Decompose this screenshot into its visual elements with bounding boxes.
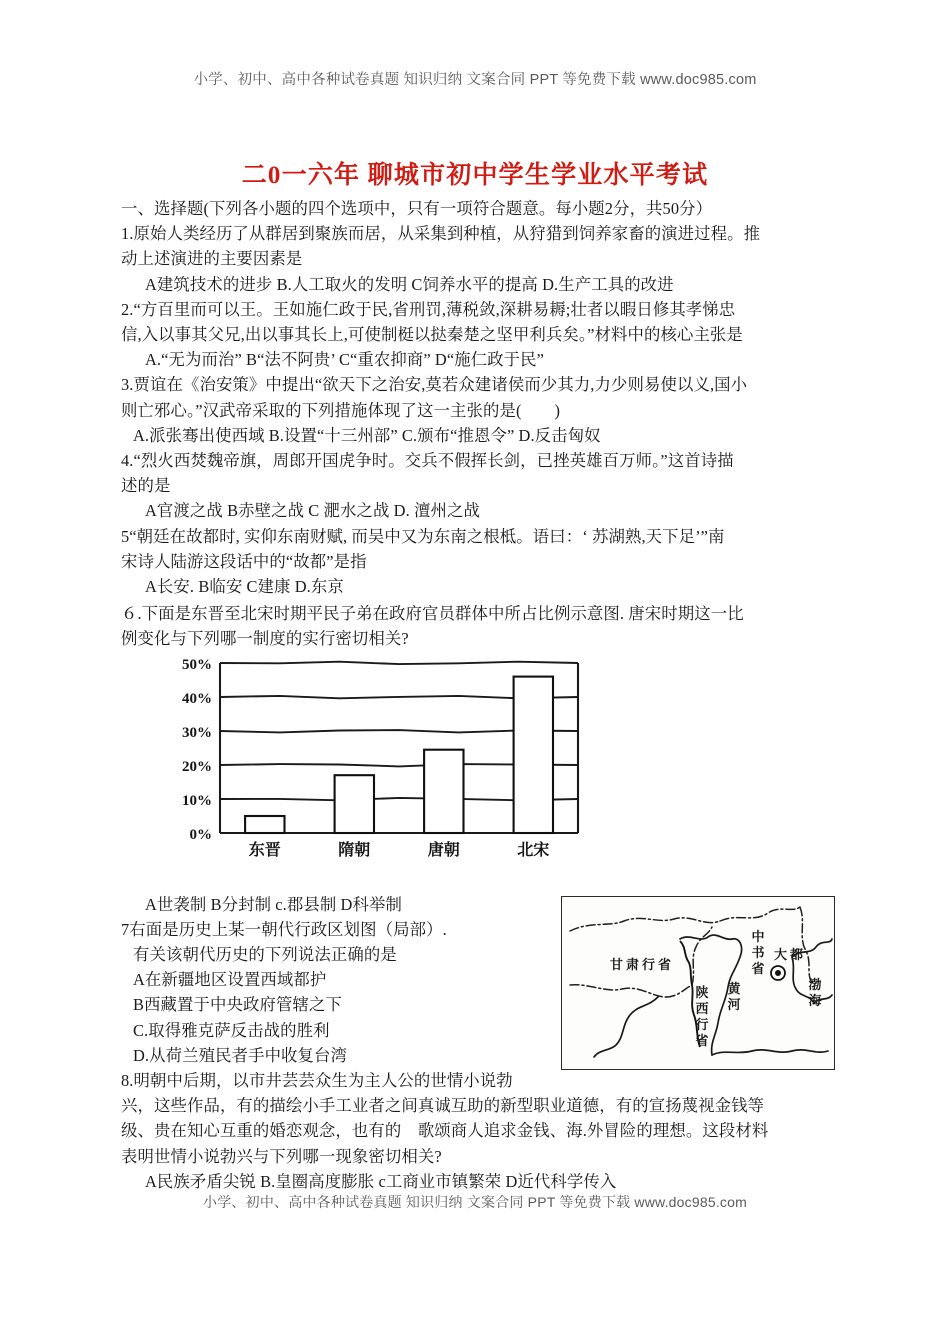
chart-xtick-label: 唐朝	[427, 842, 460, 859]
map-label-char: 中	[751, 929, 765, 944]
q2-stem-line-2: 信,入以事其父兄,出以事其长上,可使制梃以挞秦楚之坚甲利兵矣。”材料中的核心主张是	[121, 325, 743, 345]
q1-stem-line-1: 1.原始人类经历了从群居到聚族而居，从采集到种植，从狩猎到饲养家畜的演进过程。推	[121, 224, 761, 244]
map-label-char: 渤	[808, 977, 822, 992]
q7-option-c[interactable]: C.取得雅克萨反击战的胜利	[133, 1020, 330, 1040]
q2-options[interactable]: A.“无为而治” B“法不阿贵’ C“重农抑商” D“施仁政于民”	[145, 350, 545, 370]
q2-stem-line-1: 2.“方百里而可以王。王如施仁政于民,省刑罚,薄税敛,深耕易耨;壮者以暇日修其孝悌忠	[121, 299, 736, 319]
chart-ytick-label: 30%	[182, 725, 212, 741]
chart-ytick-label: 10%	[182, 793, 212, 809]
map-label-char: 西	[695, 1001, 709, 1016]
bar-chart-svg	[168, 651, 584, 866]
q3-stem-line-1: 3.贾谊在《治安策》中提出“欲天下之治安,莫若众建诸侯而少其力,力少则易使以义,国小	[121, 375, 748, 395]
q6-stem-line-2: 例变化与下列哪一制度的实行密切相关?	[121, 629, 409, 649]
q5-stem-line-2: 宋诗人陆游这段话中的“故都”是指	[121, 551, 367, 571]
chart-xtick-label: 隋朝	[338, 842, 371, 859]
q3-stem-line-2: 则亡邪心。”汉武帝采取的下列措施体现了这一主张的是( )	[121, 400, 561, 420]
q4-stem-line-2: 述的是	[121, 476, 171, 496]
q6-stem-line-1: ６.下面是东晋至北宋时期平民子弟在政府官员群体中所占比例示意图. 唐宋时期这一比	[121, 604, 744, 624]
section-heading: 一、选择题(下列各小题的四个选项中，只有一项符合题意。每小题2分，共50分）	[121, 199, 713, 218]
promo-banner-bottom: 小学、初中、高中各种试卷真题 知识归纳 文案合同 PPT 等免费下载 www.doc985.com	[203, 1194, 747, 1210]
bar-chart-figure	[168, 651, 584, 866]
chart-xtick-label: 北宋	[517, 842, 550, 859]
map-label-char: 省	[751, 961, 765, 976]
q8-options[interactable]: A民族矛盾尖锐 B.皇圈高度膨胀 c工商业市镇繁荣 D近代科学传入	[145, 1171, 617, 1191]
chart-bar-唐朝	[424, 750, 463, 833]
q8-stem-line-3: 级、贵在知心互重的婚恋观念，也有的 歌颂商人追求金钱、海.外冒险的理想。这段材料	[121, 1121, 769, 1141]
chart-ytick-label: 40%	[182, 691, 212, 707]
map-label-text: 大都	[774, 947, 807, 962]
map-label-char: 海	[808, 993, 822, 1008]
q1-stem-line-2: 动上述演进的主要因素是	[121, 249, 303, 269]
question-2	[121, 297, 833, 373]
map-label-char: 书	[751, 945, 765, 960]
map-label-char: 省	[695, 1033, 709, 1048]
q7-option-b[interactable]: B西藏置于中央政府管辖之下	[133, 995, 342, 1015]
chart-bar-北宋	[514, 677, 553, 833]
question-8	[121, 1068, 833, 1194]
map-label-char: 黄	[727, 981, 741, 996]
chart-bar-东晋	[245, 816, 284, 833]
q4-stem-line-1: 4.“烈火西焚魏帝旗，周郎开国虎争时。交兵不假挥长剑，已挫英雄百万师。”这首诗描	[121, 451, 734, 471]
question-1	[121, 221, 833, 297]
q4-options[interactable]: A官渡之战 B赤壁之战 C 淝水之战 D. 澶州之战	[145, 501, 480, 521]
question-4	[121, 448, 833, 524]
q1-options[interactable]: A建筑技术的进步 B.人工取火的发明 C饲养水平的提高 D.生产工具的改进	[145, 274, 674, 294]
q5-stem-line-1: 5“朝廷在故都时, 实仰东南财赋, 而吴中又为东南之根柢。语曰：‘ 苏湖熟,天下足’”南	[121, 526, 725, 546]
q6-options[interactable]: A世袭制 B分封制 c.郡县制 D科举制	[145, 894, 402, 914]
q7-option-a[interactable]: A在新疆地区设置西域都护	[133, 970, 327, 990]
chart-geometry	[182, 657, 578, 859]
q7-stem-line-1: 7右面是历史上某一朝代行政区划图（局部）.	[121, 919, 447, 939]
map-figure	[561, 896, 835, 1070]
question-5	[121, 524, 833, 600]
q5-options[interactable]: A长安. B临安 C建康 D.东京	[145, 577, 344, 597]
map-label-char: 陕	[695, 985, 709, 1000]
map-label-char: 河	[727, 997, 741, 1012]
chart-ytick-label: 20%	[182, 759, 212, 775]
map-label-char: 行	[695, 1017, 709, 1032]
page-title: 二0一六年 聊城市初中学生学业水平考试	[241, 162, 709, 189]
chart-bar-隋朝	[335, 775, 374, 833]
question-3	[121, 372, 833, 448]
promo-banner-top: 小学、初中、高中各种试卷真题 知识归纳 文案合同 PPT 等免费下载 www.doc985.com	[193, 72, 757, 88]
chart-ytick-label: 0%	[189, 827, 212, 843]
q7-stem-line-2: 有关该朝代历史的下列说法正确的是	[133, 945, 397, 965]
chart-xtick-label: 东晋	[248, 842, 281, 859]
q7-option-d[interactable]: D.从荷兰殖民者手中收复台湾	[133, 1045, 348, 1065]
map-svg	[562, 897, 834, 1069]
map-label-text: 甘肃行省	[610, 957, 675, 972]
q8-stem-line-2: 兴，这些作品，有的描绘小手工业者之间真诚互助的新型职业道德，有的宣扬蔑视金钱等	[121, 1096, 765, 1116]
q8-stem-line-1: 8.明朝中后期，以市井芸芸众生为主人公的世情小说勃	[121, 1071, 513, 1091]
chart-gridline-50	[220, 662, 578, 664]
q8-stem-line-4: 表明世情小说勃兴与下列哪一现象密切相关?	[121, 1146, 442, 1166]
q3-options[interactable]: A.派张骞出使西域 B.设置“十三州部” C.颁布“推恩令” D.反击匈奴	[133, 425, 601, 445]
chart-ytick-label: 50%	[182, 657, 212, 673]
